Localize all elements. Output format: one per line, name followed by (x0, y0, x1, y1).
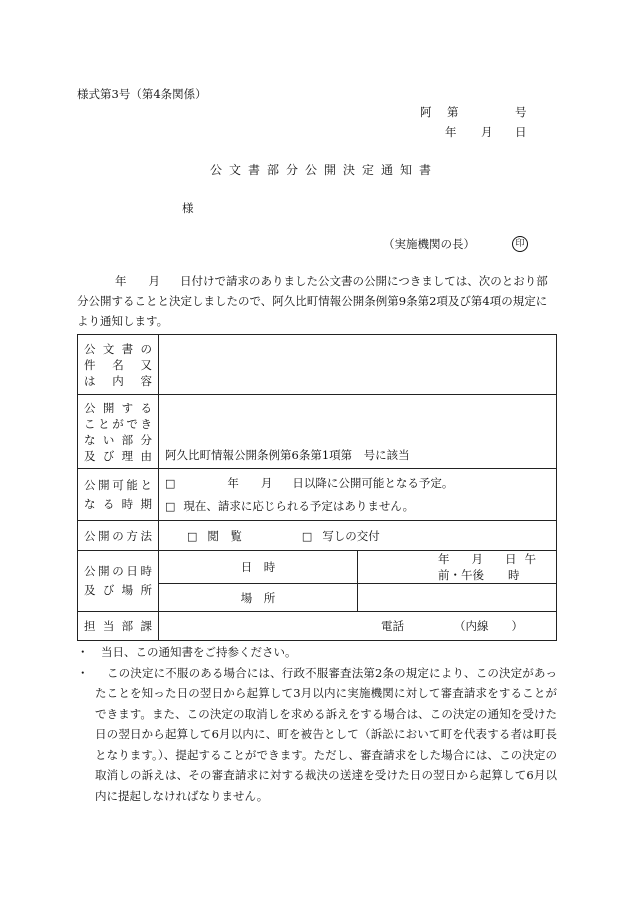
label-undisclosed-part: 公開する ことができ ない部分 及び理由 (78, 395, 159, 469)
undisclosed-reason-text: 阿久比町情報公開条例第6条第1項第 号に該当 (165, 448, 410, 462)
field-document-name[interactable] (159, 335, 557, 395)
label-disclosure-datetime-place: 公開の日時 及び場所 (78, 551, 159, 612)
field-department (159, 612, 557, 641)
datetime-day: 日 (505, 552, 517, 566)
doc-number-prefix: 阿 (420, 105, 432, 119)
intro-month: 月 (148, 274, 160, 288)
form-number: 様式第3号（第4条関係） (77, 87, 207, 101)
notes (77, 642, 557, 806)
date-month: 月 (481, 125, 493, 139)
checkbox-not-planned[interactable]: □ (165, 499, 176, 513)
form-table (77, 334, 557, 641)
intro-paragraph (77, 271, 555, 331)
note-text: 当日、この通知書をご持参ください。 (101, 645, 297, 659)
checkbox-viewing[interactable]: □ (187, 529, 198, 543)
not-planned-text: 現在、請求に応じられる予定はありません。 (183, 498, 415, 513)
issuer: （実施機関の長） (383, 237, 475, 251)
note-item (77, 663, 557, 807)
option-copy: 写しの交付 (322, 528, 380, 543)
label-disclosure-method: 公開の方法 (78, 521, 159, 551)
future-text: 日以降に公開可能となる予定。 (292, 475, 454, 490)
note-bullet: ・ (77, 665, 89, 680)
label-document-name: 公文書の 件名又 は内容 (78, 335, 159, 395)
datetime-year: 年 (438, 552, 450, 566)
note-item (77, 642, 557, 663)
recipient-suffix: 様 (182, 201, 194, 215)
label-datetime: 日 時 (159, 551, 358, 584)
option-viewing: 閲 覧 (207, 528, 242, 543)
field-undisclosed-reason[interactable] (159, 395, 557, 469)
field-place[interactable] (358, 584, 557, 612)
label-place: 場 所 (159, 584, 358, 612)
label-disclosure-time: 公開可能と なる時期 (78, 469, 159, 521)
label-department: 担当部課 (78, 612, 159, 641)
document-title: 公文書部分公開決定通知書 (210, 163, 439, 177)
future-year: 年 (227, 475, 239, 490)
date-year: 年 (445, 125, 457, 139)
checkbox-future-date[interactable]: □ (165, 476, 176, 490)
note-text: この決定に不服のある場合には、行政不服審査法第2条の規定により、この決定があったことを知った日の翌日から起算して3月以内に実施機関に対して審査請求をすることができます。また、この決定の取消しを求める訴えをする場合は、この決定の通知を受けた日の翌日から起算して6月以内に、町を被告として（訴訟において町を代表する者は町長となります。）、提起することができます。ただし、審査請求をした場合には、この決定の取消しの訴えは、その審査請求に対する裁決の送達を受けた日の翌日から起算して6月以内に提起しなければなりません。 (95, 665, 557, 803)
doc-number-mid: 第 (447, 105, 459, 119)
datetime-hour: 時 (508, 568, 520, 582)
doc-number-suffix: 号 (515, 105, 527, 119)
intro-text: 日付けで請求のありました公文書の公開につきましては、次のとおり部分公開することと決定しましたので、阿久比町情報公開条例第9条第2項及び第4項の規定により通知します。 (77, 274, 548, 328)
field-disclosure-method (159, 521, 557, 551)
intro-year: 年 (115, 274, 127, 288)
datetime-ampm: 午前・午後 (438, 552, 536, 582)
field-disclosure-time (159, 469, 557, 521)
seal-mark: 印 (512, 236, 528, 252)
note-bullet: ・ (77, 645, 89, 659)
future-month: 月 (260, 475, 273, 490)
datetime-month: 月 (471, 552, 483, 566)
checkbox-copy[interactable]: □ (301, 529, 313, 543)
extension-label: （内線 ） (454, 619, 523, 633)
date-day: 日 (515, 125, 527, 139)
phone-label: 電話 (381, 619, 404, 633)
field-datetime (358, 551, 557, 584)
